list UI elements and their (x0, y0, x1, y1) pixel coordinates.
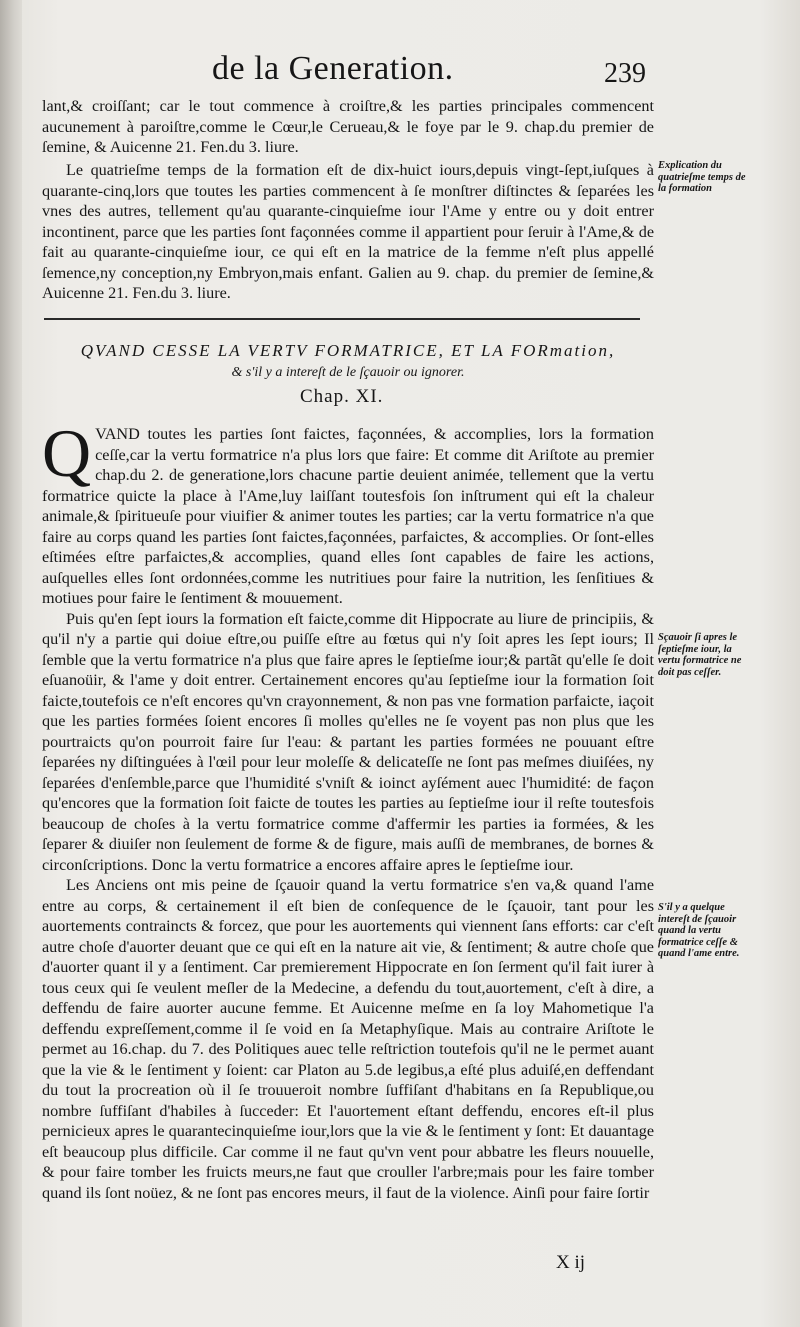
chapter-number: Chap. XI. (300, 386, 384, 407)
margin-gloss-3: S'il y a quelque intereſt de ſçauoir quand la vertu formatrice ceſſe & quand l'ame entre. (658, 902, 740, 959)
chapter-body (42, 415, 654, 1203)
binding-shadow (0, 0, 22, 1327)
top-paragraph (42, 96, 654, 158)
body-paragraph-2: Puis qu'en ſept iours la formation eſt faicte,comme dit Hippocrate au liure de principiis, & qu'il n'y a partie qui doiue eſtre,ou puiſſe eſtre au fœtus qui n'y ſoit apres les ſept iours; Il ſemble que la vertu formatrice n'a plus que faire apres le ſeptieſme iour;& partãt qu'elle ſe doit eſuanoüir, & l'ame y doit entrer. Certainement encores qu'au ſeptieſme iour la formation ſoit faicte,toutefois ce n'eſt encores qu'vn crayonnement, & non pas vne formation parfaicte, iaçoit que les parties formées ſoient encores ſi molles qu'elles ne ſe voyent pas non plus que les pourtraicts qu'on pourroit faire ſur l'eau: & partant les parties formées ne pouuant eſtre ſeparées ny diſtinguées à l'œil pour leur moleſſe & delicateſſe ne ſont pas meſmes diuiſées, ny ſeparées d'enſemble,parce que l'humidité s'vniſt & ioinct ayſément auec l'humidité: de façon qu'encores que la formation ſoit faicte de toutes les parties au ſeptieſme iour il reſte toutesfois beaucoup de choſes à la vertu formatrice comme d'affermir les parties ia formées, & les ſeparer & diuiſer non ſeulement de forme & de figure, mais auſſi de membranes, de bornes & circonſcriptions. Donc la vertu formatrice a encores affaire apres le ſeptieſme iour. (42, 609, 654, 874)
chapter-heading (44, 340, 652, 384)
top-paragraph-text: lant,& croiſſant; car le tout commence à croiſtre,& les parties principales commencent aucunement à paroiſtre,comme le Cœur,le Cerueau,& le foye par le 9. chap.du premier de ſemine, & Auicenne 21. Fen.du 3. liure. (42, 97, 654, 156)
section-rule (44, 318, 640, 320)
chapter-title: QVAND CESSE LA VERTV FORMATRICE, ET LA FORmation, (80, 341, 616, 360)
margin-gloss-1: Explication du quatrieſme temps de la formation (658, 160, 746, 194)
page-number: 239 (604, 58, 646, 89)
signature-mark: X ij (556, 1252, 586, 1273)
margin-gloss-2: Sçauoir ſi apres le ſeptieſme iour, la vertu formatrice ne doit pas ceſſer. (658, 632, 742, 678)
running-title: de la Generation. (212, 50, 454, 87)
drop-cap: Q (42, 415, 92, 491)
body-paragraph-3: Les Anciens ont mis peine de ſçauoir quand la vertu formatrice s'en va,& quand l'ame entre au corps, & certainement il eſt bien de conſequence de le ſçauoir, tant pour les auortements contraincts & forcez, que pour les auortements qui viennent ſans efforts: car c'eſt autre choſe d'auorter deuant que ce qui eſt en la nature ait vie, & ſentiment; & autre choſe que d'auorter quant il y a ſentiment. Car premierement Hippocrate en ſon ſerment qu'il fait iurer à tous ceux qui ſe veulent meſler de la Medecine, a defendu du tout,auortement, c'eſt à dire, a deffendu de faire auorter aucune femme. Et Auicenne meſme en ſa loy Mahometique l'a deffendu expreſſement,comme il ſe void en ſa Metaphyſique. Mais au contraire Ariſtote le permet au 16.chap. du 7. des Politiques auec telle reſtriction toutefois qu'il ne le permet auant que la vie & le ſentiment y ſoient: car Platon au 5.de legibus,a eſté plus aduiſé,en deffendant du tout la procreation où il ſe trouueroit nombre ſuffiſant d'habitans en ſa Republique,ou nombre ſuffiſant d'habiles à ſucceder: Et l'auortement eſtant deffendu, encores eſt-il plus pernicieux apres le quarantecinquieſme iour,lors que la vie & le ſentiment y ſont: Et dauantage eſt beaucoup plus difficile. Car comme il ne faut qu'vn vent pour abbatre les fleurs nouuelle, & pour faire tomber les fruicts meurs,ne faut que crouller l'arbre;mais pour les faire tomber quand ils ſont noüez, & ne ſont pas encores meurs, il faut de la violence. Ainſi pour faire ſortir (42, 876, 654, 1202)
quatriesme-text: Le quatrieſme temps de la formation eſt de dix-huict iours,depuis vingt-ſept,iuſques à quarante-cinq,lors que toutes les parties commencent à ſe monſtrer diſtinctes & ſeparées les vnes des autres, tellement qu'au quarante-cinquieſme iour l'Ame y entre ou y doit entrer incontinent, parce que les parties ſont façonnées comme il appartient pour ſeruir à l'Ame,& de fait au quarante-cinquieſme iour, ce qui eſt en la matrice de la femme n'eſt plus appellé ſemence,ny conception,ny Embryon,mais enfant. Galien au 9. chap. du premier de ſemine,& Auicenne 21. Fen.du 3. liure. (42, 161, 654, 302)
body-paragraph-1: VAND toutes les parties ſont faictes, façonnées, & accomplies, lors la formation ceſſe,car la vertu formatrice n'a plus lors que faire: Et comme dit Ariſtote au premier chap.du 2. de generatione,lors chacune partie deuient animée, tellement que la vertu formatrice quicte la place à l'Ame,luy laiſſant toutesfois ſon inſtrument qui eſt la chaleur animale,& ſpiritueuſe pour viuifier & animer toutes les parties; car la vertu formatrice n'a que faire au corps quand les parties ſont faictes,façonnées, parfaictes, & accomplies. Or ſont-elles eſtimées eſtre parfaictes,& accomplies, quand elles ſont capables de faire les actions, auſquelles elles ſont ordonnées,comme les nutritiues pour faire la nutrition, les ſenſitiues & motiues pour faire le ſentiment & mouuement. (42, 425, 654, 607)
quatriesme-paragraph (42, 160, 654, 304)
chapter-subtitle: & s'il y a intereſt de le ſçauoir ou ignorer. (231, 365, 465, 380)
